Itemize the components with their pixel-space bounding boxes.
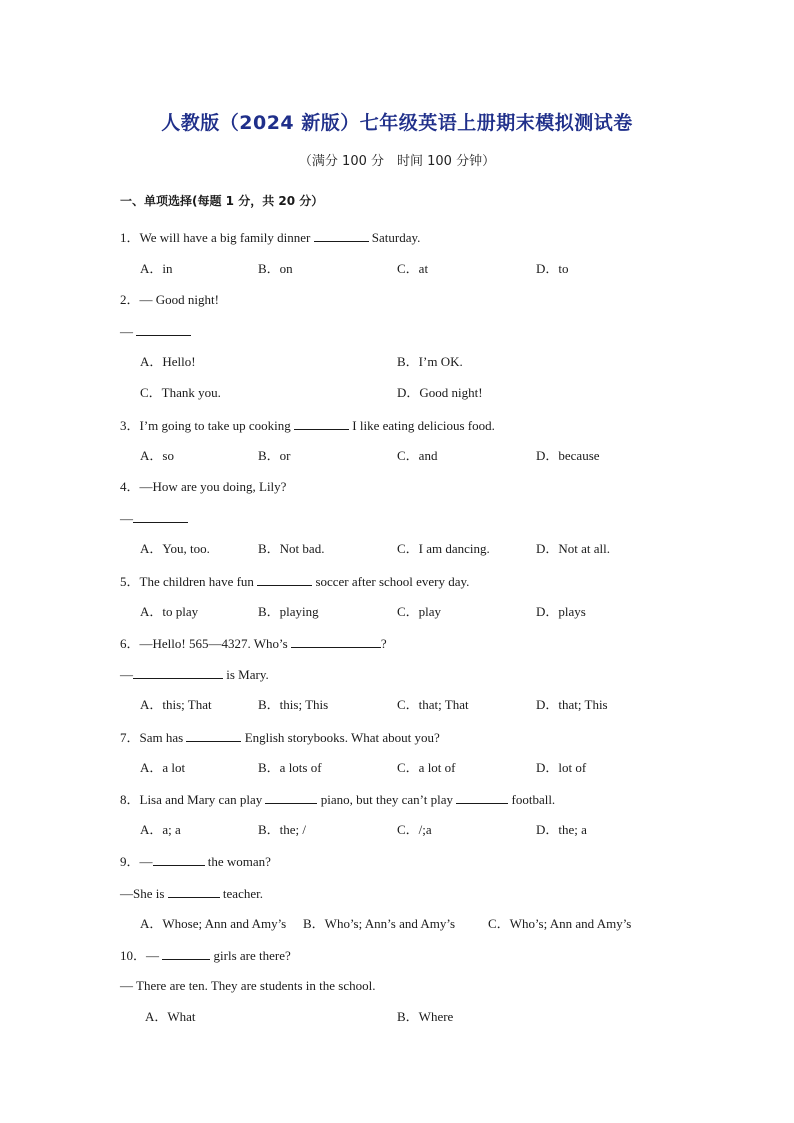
option-b: B．the; / [258, 822, 307, 837]
answer-blank[interactable] [136, 323, 191, 336]
answer-blank[interactable] [456, 791, 508, 804]
option-a: A．Whose; Ann and Amy’s [140, 916, 287, 931]
question-8: 8．Lisa and Mary can play piano, but they can’t play football. [120, 792, 556, 807]
answer-blank[interactable] [294, 417, 349, 430]
question-10-response: — There are ten. They are students in the school. [120, 978, 376, 993]
option-d: D．the; a [536, 822, 587, 837]
answer-blank[interactable] [257, 573, 312, 586]
exam-info: （满分 100 分 时间 100 分钟） [298, 154, 496, 169]
option-c: C．at [397, 261, 429, 276]
option-a: A．a; a [140, 822, 181, 837]
option-c: C．Who’s; Ann and Amy’s [488, 916, 632, 931]
option-c: C．a lot of [397, 760, 456, 775]
option-b: B．on [258, 261, 293, 276]
question-3: 3．I’m going to take up cooking I like eating delicious food. [120, 418, 495, 433]
option-c: C．Thank you. [140, 385, 221, 400]
option-d: D．that; This [536, 697, 608, 712]
question-9-response: —She is teacher. [120, 886, 263, 901]
answer-blank[interactable] [291, 635, 381, 648]
question-2: 2．— Good night! [120, 292, 219, 307]
option-a: A．You, too. [140, 541, 210, 556]
option-b: B．Not bad. [258, 541, 325, 556]
option-c: C．play [397, 604, 442, 619]
option-b: B．Who’s; Ann’s and Amy’s [303, 916, 456, 931]
option-a: A．to play [140, 604, 199, 619]
question-6-response: — is Mary. [120, 667, 269, 682]
question-10: 10．— girls are there? [120, 948, 291, 963]
option-a: A．so [140, 448, 174, 463]
option-a: A．What [145, 1009, 196, 1024]
answer-blank[interactable] [133, 510, 188, 523]
answer-blank[interactable] [265, 791, 317, 804]
option-a: A．a lot [140, 760, 186, 775]
question-4: 4．—How are you doing, Lily? [120, 479, 287, 494]
option-c: C．that; That [397, 697, 469, 712]
question-7: 7．Sam has English storybooks. What about you? [120, 730, 440, 745]
answer-blank[interactable] [168, 885, 220, 898]
option-d: D．Not at all. [536, 541, 611, 556]
question-2-response: — [120, 323, 191, 340]
section-heading: 一、单项选择(每题 1 分，共 20 分） [120, 194, 324, 208]
question-4-response: — [120, 510, 188, 527]
option-b: B．I’m OK. [397, 354, 463, 369]
answer-blank[interactable] [162, 947, 210, 960]
option-b: B．playing [258, 604, 319, 619]
option-b: B．Where [397, 1009, 454, 1024]
option-c: C．and [397, 448, 438, 463]
question-9: 9．— the woman? [120, 854, 271, 869]
option-a: A．in [140, 261, 173, 276]
question-6: 6．—Hello! 565—4327. Who’s ? [120, 636, 387, 651]
option-d: D．plays [536, 604, 586, 619]
page-title: 人教版（2024 新版）七年级英语上册期末模拟测试卷 [161, 112, 633, 134]
option-d: D．lot of [536, 760, 587, 775]
option-a: A．Hello! [140, 354, 196, 369]
option-c: C．I am dancing. [397, 541, 490, 556]
option-b: B．or [258, 448, 291, 463]
option-d: D．to [536, 261, 569, 276]
option-d: D．because [536, 448, 600, 463]
option-b: B．this; This [258, 697, 329, 712]
option-a: A．this; That [140, 697, 212, 712]
answer-blank[interactable] [186, 729, 241, 742]
option-c: C．/;a [397, 822, 432, 837]
question-1: 1．We will have a big family dinner Saturday. [120, 230, 421, 245]
answer-blank[interactable] [314, 229, 369, 242]
option-b: B．a lots of [258, 760, 322, 775]
answer-blank[interactable] [153, 853, 205, 866]
option-d: D．Good night! [397, 385, 483, 400]
answer-blank[interactable] [133, 666, 223, 679]
question-5: 5．The children have fun soccer after school every day. [120, 574, 470, 589]
